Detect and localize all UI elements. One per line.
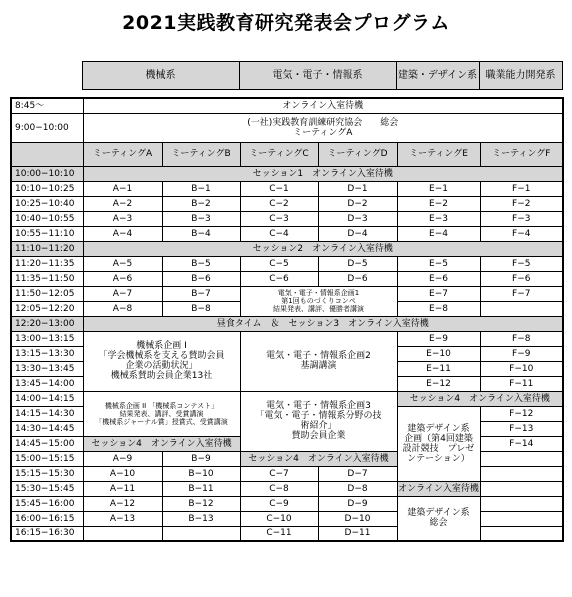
slot: B−11 [162, 481, 240, 496]
slot: D−7 [318, 466, 397, 481]
time-cell: 12:05−12:20 [11, 301, 83, 316]
slot: D−3 [318, 211, 397, 226]
slot: C−1 [240, 181, 318, 196]
slot: F−10 [480, 361, 563, 376]
slot: C−5 [240, 256, 318, 271]
slot: F−11 [480, 376, 563, 391]
time-cell: 13:15−13:30 [11, 346, 83, 361]
slot: C−9 [240, 496, 318, 511]
time-cell: 12:20−13:00 [11, 316, 83, 331]
slot-empty [480, 496, 563, 511]
category-architecture: 建築・デザイン系 [396, 62, 479, 90]
slot: A−10 [83, 466, 162, 481]
slot: C−4 [240, 226, 318, 241]
slot: E−6 [397, 271, 480, 286]
slot: D−4 [318, 226, 397, 241]
time-cell: 15:30−15:45 [11, 481, 83, 496]
time-cell: 10:10−10:25 [11, 181, 83, 196]
slot: A−12 [83, 496, 162, 511]
slot: B−6 [162, 271, 240, 286]
slot: F−3 [480, 211, 563, 226]
time-cell: 8:45～ [11, 98, 83, 113]
slot: E−7 [397, 286, 480, 301]
slot: E−5 [397, 256, 480, 271]
slot: C−2 [240, 196, 318, 211]
session-banner: セッション2 オンライン入室待機 [83, 241, 563, 256]
time-cell: 15:15−15:30 [11, 466, 83, 481]
slot: F−8 [480, 331, 563, 346]
slot-empty [162, 526, 240, 541]
slot-empty [480, 451, 563, 466]
slot: D−11 [318, 526, 397, 541]
time-cell: 10:55−11:10 [11, 226, 83, 241]
slot: A−6 [83, 271, 162, 286]
time-cell: 9:00−10:00 [11, 113, 83, 142]
category-header [10, 61, 563, 90]
slot: B−7 [162, 286, 240, 301]
slot: A−8 [83, 301, 162, 316]
slot: E−10 [397, 346, 480, 361]
row-text: オンライン入室待機 [83, 98, 563, 113]
slot: A−4 [83, 226, 162, 241]
slot: B−3 [162, 211, 240, 226]
slot: E−8 [397, 301, 480, 316]
meeting-header: ミーティングB [162, 142, 240, 166]
category-vocational: 職業能力開発系 [479, 62, 562, 90]
time-cell: 10:40−10:55 [11, 211, 83, 226]
slot: B−10 [162, 466, 240, 481]
session-banner: オンライン入室待機 [397, 481, 480, 496]
meeting-header: ミーティングC [240, 142, 318, 166]
slot: B−4 [162, 226, 240, 241]
slot: B−13 [162, 511, 240, 526]
slot-empty [83, 526, 162, 541]
slot: A−5 [83, 256, 162, 271]
electrical-plan-2: 電気・電子・情報系企画2 基調講演 [240, 331, 397, 391]
general-assembly: (一社)実践教育訓練研究協会 総会 ミーティングA [83, 113, 563, 142]
slot: D−6 [318, 271, 397, 286]
time-cell: 11:50−12:05 [11, 286, 83, 301]
time-header-blank [11, 142, 83, 166]
slot: F−13 [480, 421, 563, 436]
slot: C−6 [240, 271, 318, 286]
slot: A−7 [83, 286, 162, 301]
time-cell: 11:35−11:50 [11, 271, 83, 286]
slot-empty [480, 301, 563, 316]
meeting-header: ミーティングF [480, 142, 563, 166]
time-cell: 11:10−11:20 [11, 241, 83, 256]
session-banner: セッション1 オンライン入室待機 [83, 166, 563, 181]
time-cell: 13:45−14:00 [11, 376, 83, 391]
slot-empty [480, 466, 563, 481]
schedule-table [10, 97, 564, 542]
mechanical-plan-1: 機械系企画 I 「学会機械系を支える賛助会員 企業の活動状況」 機械系賛助会員企業13社 [83, 331, 240, 391]
meeting-header: ミーティングE [397, 142, 480, 166]
slot: A−13 [83, 511, 162, 526]
category-mechanical: 機械系 [82, 62, 239, 90]
slot: B−5 [162, 256, 240, 271]
slot: D−5 [318, 256, 397, 271]
electrical-plan-1: 電気・電子・情報系企画1 第1回ものづくりコンペ 結果発表、講評、優勝者講演 [240, 286, 397, 316]
slot: E−4 [397, 226, 480, 241]
slot: F−7 [480, 286, 563, 301]
time-cell: 14:30−14:45 [11, 421, 83, 436]
meeting-header: ミーティングA [83, 142, 162, 166]
time-cell: 14:45−15:00 [11, 436, 83, 451]
architecture-plan: 建築デザイン系 企画（第4回建築 設計競技 プレゼ ンテーション） [397, 406, 480, 481]
time-cell: 16:15−16:30 [11, 526, 83, 541]
time-cell: 11:20−11:35 [11, 256, 83, 271]
slot-empty [480, 481, 563, 496]
slot: A−1 [83, 181, 162, 196]
time-cell: 14:15−14:30 [11, 406, 83, 421]
slot: F−6 [480, 271, 563, 286]
lunch-banner: 昼食タイム ＆ セッション3 オンライン入室待機 [83, 316, 563, 331]
slot: B−1 [162, 181, 240, 196]
slot: E−3 [397, 211, 480, 226]
time-cell: 10:25−10:40 [11, 196, 83, 211]
slot: D−8 [318, 481, 397, 496]
slot: C−11 [240, 526, 318, 541]
slot: E−12 [397, 376, 480, 391]
category-electrical: 電気・電子・情報系 [239, 62, 396, 90]
slot: A−11 [83, 481, 162, 496]
meeting-header: ミーティングD [318, 142, 397, 166]
slot: B−2 [162, 196, 240, 211]
slot: D−2 [318, 196, 397, 211]
slot: C−10 [240, 511, 318, 526]
slot-empty [480, 526, 563, 541]
slot: F−5 [480, 256, 563, 271]
slot: A−9 [83, 451, 162, 466]
slot: F−4 [480, 226, 563, 241]
slot: D−9 [318, 496, 397, 511]
slot: F−12 [480, 406, 563, 421]
slot: C−7 [240, 466, 318, 481]
mechanical-plan-2: 機械系企画 II 「機械系コンテスト」 結果発表、講評、受賞講演 「機械系ジャーナル賞」授賞式、受賞講演 [83, 391, 240, 436]
page-title: 2021実践教育研究発表会プログラム [122, 12, 450, 34]
slot: C−8 [240, 481, 318, 496]
electrical-plan-3: 電気・電子・情報系企画3 「電気・電子・情報系分野の技 術紹介」 賛助会員企業 [240, 391, 397, 451]
slot: F−2 [480, 196, 563, 211]
slot: C−3 [240, 211, 318, 226]
slot: B−12 [162, 496, 240, 511]
session-banner: セッション4 オンライン入室待機 [240, 451, 397, 466]
session-banner: セッション4 オンライン入室待機 [83, 436, 240, 451]
slot: E−9 [397, 331, 480, 346]
time-cell: 10:00−10:10 [11, 166, 83, 181]
slot: E−2 [397, 196, 480, 211]
time-cell: 14:00−14:15 [11, 391, 83, 406]
time-cell: 13:30−13:45 [11, 361, 83, 376]
slot: F−9 [480, 346, 563, 361]
slot: E−1 [397, 181, 480, 196]
time-cell: 15:45−16:00 [11, 496, 83, 511]
slot: D−1 [318, 181, 397, 196]
time-cell: 16:00−16:15 [11, 511, 83, 526]
architecture-meeting: 建築デザイン系 総会 [397, 496, 480, 541]
slot: E−11 [397, 361, 480, 376]
header-spacer [10, 62, 82, 90]
slot-empty [480, 511, 563, 526]
session-banner: セッション4 オンライン入室待機 [397, 391, 563, 406]
time-cell: 15:00−15:15 [11, 451, 83, 466]
slot: A−2 [83, 196, 162, 211]
slot: F−14 [480, 436, 563, 451]
slot: D−10 [318, 511, 397, 526]
slot: B−8 [162, 301, 240, 316]
slot: B−9 [162, 451, 240, 466]
time-cell: 13:00−13:15 [11, 331, 83, 346]
slot: A−3 [83, 211, 162, 226]
slot: F−1 [480, 181, 563, 196]
